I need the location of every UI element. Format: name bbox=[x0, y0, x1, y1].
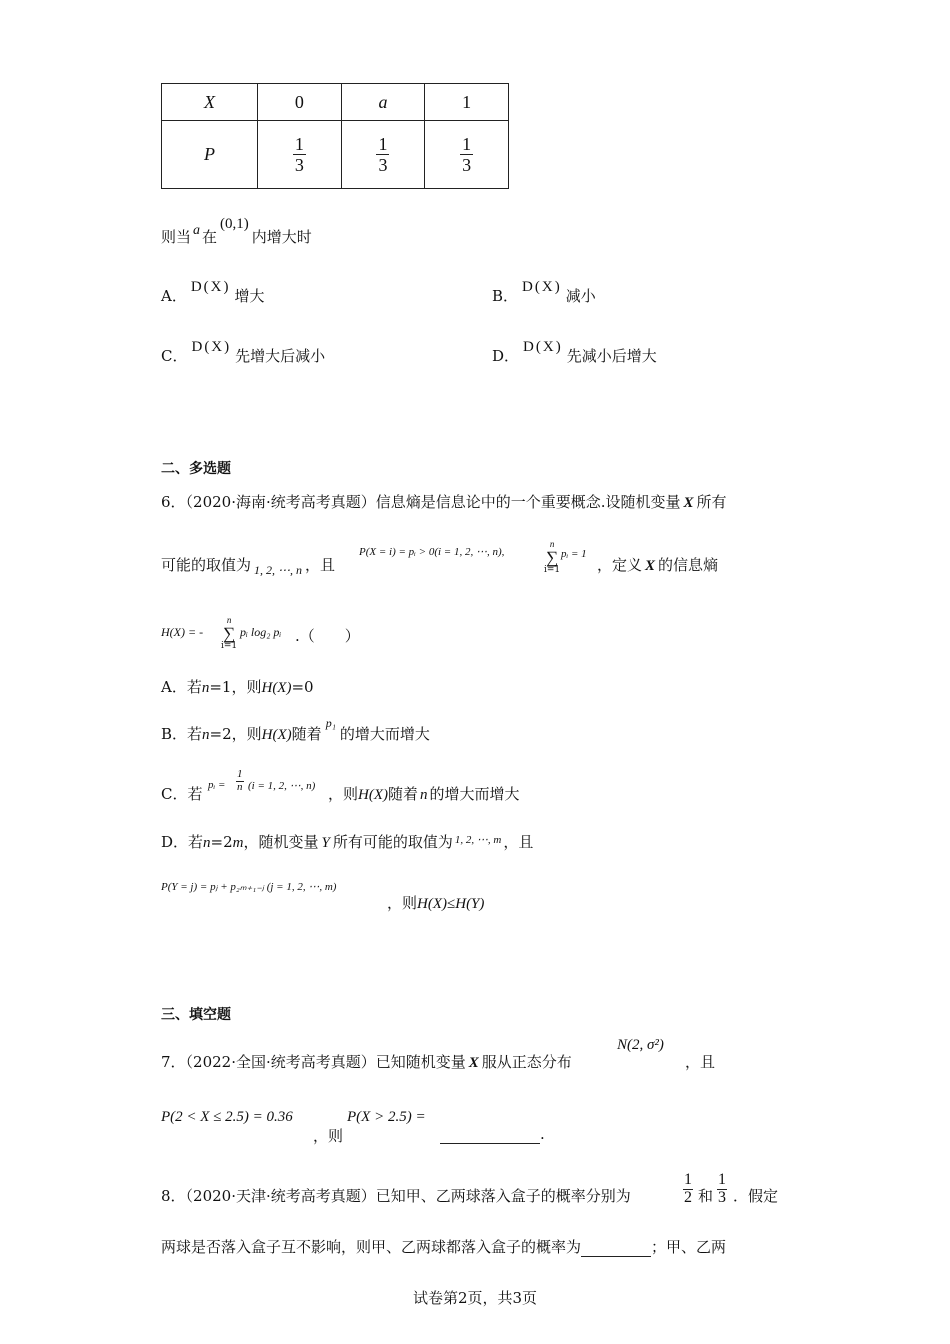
q6-option-c-rest bbox=[328, 783, 520, 804]
sum-lower: i=1 bbox=[221, 641, 238, 651]
option-text: =0 bbox=[291, 678, 314, 696]
normal-distribution: N(2, σ²) bbox=[617, 1037, 664, 1053]
table-header-p: P bbox=[162, 121, 258, 189]
option-letter: A． bbox=[161, 287, 187, 305]
fraction-one-half bbox=[683, 1172, 693, 1207]
option-text: ，则 bbox=[387, 894, 418, 912]
q6-text: 所有 bbox=[696, 493, 727, 511]
option-letter: D． bbox=[492, 347, 520, 365]
fraction-numerator: 1 bbox=[378, 134, 388, 155]
entropy-comparison: H(X)≤H(Y) bbox=[417, 896, 485, 912]
sum-lower: i=1 bbox=[544, 565, 561, 575]
entropy-body: pᵢ log₂ pᵢ bbox=[240, 625, 282, 639]
option-text: 若 bbox=[188, 833, 204, 851]
entropy-lhs: H(X) = - bbox=[161, 625, 204, 639]
q6-text: 6．（2020·海南·统考高考真题）信息熵是信息论中的一个重要概念.设随机变量 bbox=[161, 493, 681, 511]
dx-expression: D(X) bbox=[522, 279, 562, 295]
q6-text: 的信息熵 bbox=[658, 556, 719, 574]
fraction-denominator: 2 bbox=[684, 1188, 692, 1206]
table-row bbox=[162, 121, 509, 189]
q8-line1-end: ．假定 bbox=[733, 1187, 779, 1205]
fraction-denominator: n bbox=[237, 780, 243, 793]
var-x: X bbox=[645, 558, 656, 574]
q6-line2-end bbox=[597, 554, 718, 575]
q5-stem bbox=[161, 216, 312, 247]
q5-var-a: a bbox=[193, 223, 201, 238]
q8-text: 两球是否落入盒子互不影响，则甲、乙两球都落入盒子的概率为 bbox=[161, 1238, 582, 1256]
option-letter: C． bbox=[161, 347, 188, 365]
table-header-x: X bbox=[162, 84, 258, 121]
given-probability: P(2 < X ≤ 2.5) = 0.36 bbox=[161, 1109, 293, 1125]
option-text: 随着 bbox=[291, 725, 322, 743]
q5-stem-text: 内增大时 bbox=[251, 228, 312, 246]
option-text: ，且 bbox=[503, 833, 534, 851]
option-text: ，随机变量 bbox=[243, 833, 319, 851]
option-letter: A． bbox=[161, 678, 187, 696]
option-text: ，则 bbox=[328, 785, 359, 803]
q5-stem-text: 在 bbox=[202, 228, 218, 246]
option-text: 的增大而增大 bbox=[339, 725, 430, 743]
q6-text: ，定义 bbox=[597, 556, 643, 574]
table-cell bbox=[258, 121, 342, 189]
q7-answer-blank[interactable] bbox=[440, 1125, 545, 1144]
q5-option-d bbox=[492, 339, 657, 366]
q6-option-a bbox=[161, 676, 314, 697]
var-n: n bbox=[203, 835, 211, 851]
q8-answer-blank-1[interactable] bbox=[581, 1238, 651, 1257]
var-m: m bbox=[232, 835, 244, 851]
sum-symbol bbox=[544, 540, 560, 575]
option-text: =1，则 bbox=[209, 678, 262, 696]
fraction-numerator: 1 bbox=[237, 768, 243, 780]
entropy-hx: H(X) bbox=[261, 680, 292, 696]
option-text: =2 bbox=[210, 833, 233, 851]
q6-option-c bbox=[161, 783, 203, 804]
entropy-sum bbox=[221, 616, 237, 651]
q6-text: 可能的取值为 bbox=[161, 556, 252, 574]
option-text: 增大 bbox=[234, 287, 265, 305]
q5-interval: (0,1) bbox=[220, 216, 249, 232]
index-range: (i = 1, 2, ⋯, n) bbox=[248, 780, 316, 792]
option-text: =2，则 bbox=[209, 725, 262, 743]
sigma-icon: ∑ bbox=[546, 548, 559, 567]
pi-expression: pᵢ = bbox=[208, 779, 226, 791]
option-letter: C． bbox=[161, 785, 188, 803]
option-text: 减小 bbox=[565, 287, 596, 305]
q7-text: 服从正态分布 bbox=[481, 1053, 572, 1071]
fraction-numerator: 1 bbox=[462, 134, 472, 155]
q5-option-b bbox=[492, 279, 596, 306]
page-footer: 试卷第2页，共3页 bbox=[412, 1289, 538, 1307]
q6-option-d bbox=[161, 831, 533, 852]
q8-text: ；甲、乙两 bbox=[651, 1238, 727, 1256]
option-text: 所有可能的取值为 bbox=[332, 833, 453, 851]
q5-option-c bbox=[161, 339, 326, 366]
option-text: 若 bbox=[186, 678, 202, 696]
table-row bbox=[162, 84, 509, 121]
fraction-denominator: 3 bbox=[718, 1188, 726, 1206]
entropy-hx: H(X) bbox=[358, 787, 389, 803]
table-cell bbox=[425, 121, 509, 189]
q6-line1 bbox=[161, 491, 727, 512]
option-text: 若 bbox=[187, 725, 203, 743]
q8-text: 8．（2020·天津·统考高考真题）已知甲、乙两球落入盒子的概率分别为 bbox=[161, 1187, 631, 1205]
sum-body: pᵢ = 1 bbox=[561, 548, 587, 560]
option-letter: B． bbox=[492, 287, 519, 305]
py-formula: P(Y = j) = pⱼ + p₂ₘ₊₁₋ⱼ (j = 1, 2, ⋯, m) bbox=[161, 881, 337, 893]
q7-dot: . bbox=[540, 1125, 545, 1143]
answer-bracket: .（ ） bbox=[295, 627, 360, 645]
value-set-m: 1, 2, ⋯, m bbox=[454, 834, 502, 846]
q7-then: ，则 bbox=[313, 1127, 344, 1145]
distribution-table bbox=[161, 83, 509, 189]
dx-expression: D(X) bbox=[523, 339, 563, 355]
var-n: n bbox=[201, 680, 210, 696]
q7-text-end: ，且 bbox=[685, 1053, 716, 1071]
table-cell bbox=[341, 121, 425, 189]
value-set: 1, 2, ⋯, n bbox=[254, 563, 303, 577]
option-letter: B． bbox=[161, 725, 188, 743]
sum-upper: n bbox=[226, 615, 232, 625]
var-x: X bbox=[468, 1055, 479, 1071]
option-text: 先增大后减小 bbox=[235, 347, 326, 365]
var-y: Y bbox=[321, 835, 330, 851]
dx-expression: D(X) bbox=[190, 279, 231, 295]
fraction-denominator: 3 bbox=[294, 155, 304, 176]
fraction-numerator: 1 bbox=[294, 134, 304, 155]
dx-expression: D(X) bbox=[191, 339, 232, 355]
option-letter: D． bbox=[161, 833, 189, 851]
option-text: 若 bbox=[187, 785, 203, 803]
table-cell: 0 bbox=[258, 84, 342, 121]
sum-upper: n bbox=[549, 539, 555, 549]
option-text: 先减小后增大 bbox=[566, 347, 657, 365]
q6-text: ，且 bbox=[305, 556, 336, 574]
fraction-numerator: 1 bbox=[718, 1171, 726, 1188]
var-n: n bbox=[202, 727, 210, 743]
prob-condition: P(X = i) = pᵢ > 0(i = 1, 2, ⋯, n), bbox=[359, 546, 505, 558]
fraction-numerator: 1 bbox=[684, 1171, 692, 1188]
q6-line2 bbox=[161, 554, 335, 575]
var-n: n bbox=[420, 787, 428, 803]
q6-option-d-conclusion bbox=[387, 892, 484, 913]
q6-option-b bbox=[161, 716, 430, 744]
q8-line1 bbox=[161, 1185, 631, 1206]
section-heading-fill-in: 三、填空题 bbox=[161, 1007, 231, 1023]
section-heading-multi-choice: 二、多选题 bbox=[161, 461, 231, 477]
var-p1: p₁ bbox=[325, 716, 336, 730]
option-text: 随着 bbox=[388, 785, 419, 803]
entropy-hx: H(X) bbox=[261, 727, 292, 743]
q8-line2 bbox=[161, 1236, 726, 1257]
table-cell: a bbox=[341, 84, 425, 121]
sigma-icon: ∑ bbox=[223, 624, 236, 643]
q5-option-a bbox=[161, 279, 265, 306]
fraction-denominator: 3 bbox=[462, 155, 472, 176]
q8-and: 和 bbox=[698, 1187, 714, 1205]
ask-probability: P(X > 2.5) = bbox=[347, 1109, 426, 1125]
fraction-1-over-n bbox=[236, 769, 244, 793]
var-x: X bbox=[683, 495, 694, 511]
q7-text: 7．（2022·全国·统考高考真题）已知随机变量 bbox=[161, 1053, 466, 1071]
q5-stem-text: 则当 bbox=[161, 228, 192, 246]
option-text: 的增大而增大 bbox=[429, 785, 520, 803]
q7-line1 bbox=[161, 1051, 572, 1072]
table-cell: 1 bbox=[425, 84, 509, 121]
fraction-denominator: 3 bbox=[378, 155, 388, 176]
fraction-one-third bbox=[717, 1172, 727, 1207]
